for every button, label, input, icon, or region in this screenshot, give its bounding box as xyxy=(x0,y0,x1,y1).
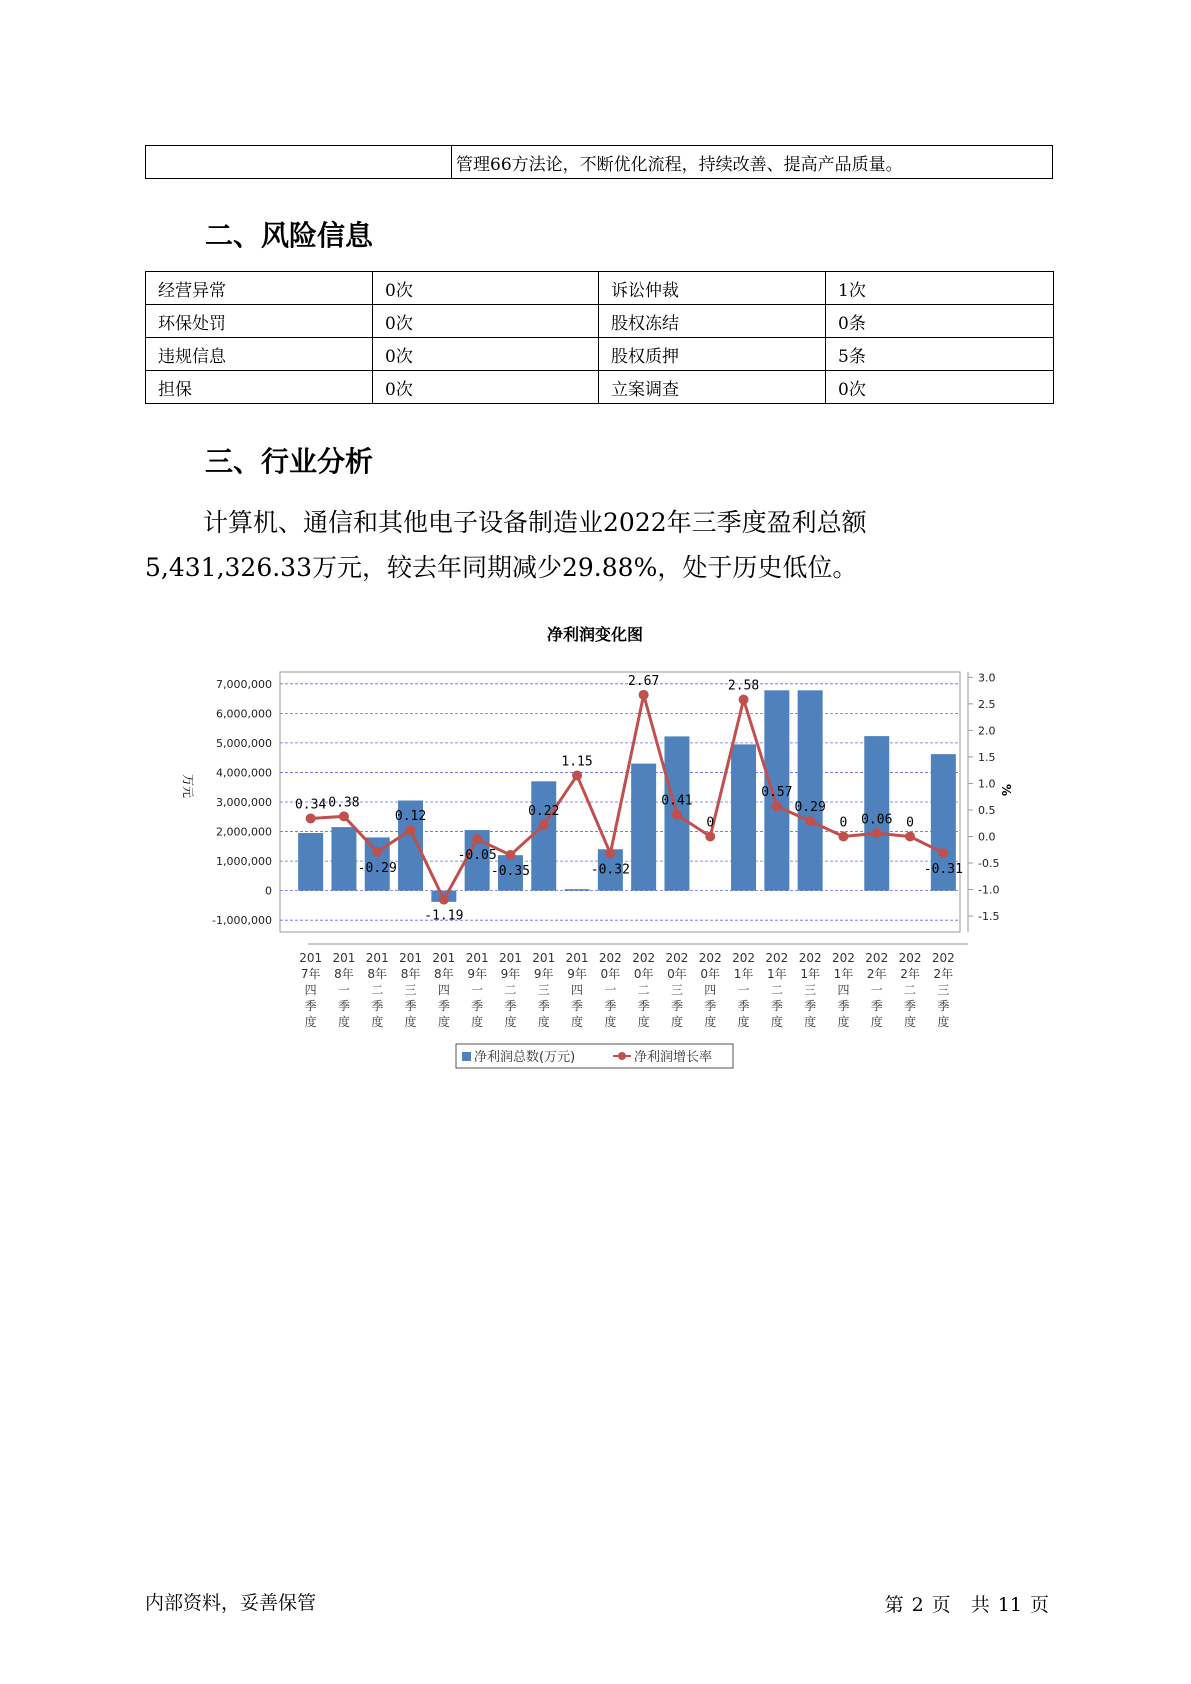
x-tick-label: 度 xyxy=(537,1015,550,1029)
x-tick-label: 季 xyxy=(537,999,550,1013)
y-tick-label-right: 0.0 xyxy=(978,830,996,844)
growth-rate-point xyxy=(406,825,416,835)
growth-rate-point xyxy=(705,831,715,841)
x-tick-label: 季 xyxy=(404,999,417,1013)
chart-title: 净利润变化图 xyxy=(546,625,644,644)
x-tick-label: 201 xyxy=(399,951,423,965)
growth-rate-point xyxy=(539,820,549,830)
x-tick-label: 度 xyxy=(637,1015,650,1029)
x-tick-label: 季 xyxy=(804,999,817,1013)
data-label: 0 xyxy=(706,815,715,831)
x-tick-label: 季 xyxy=(437,999,450,1013)
data-label: -0.32 xyxy=(590,862,630,878)
table-row xyxy=(146,371,1054,404)
x-tick-label: 度 xyxy=(304,1015,317,1029)
x-tick-label: 7年 xyxy=(300,967,321,981)
x-tick-label: 季 xyxy=(704,999,717,1013)
x-tick-label: 1年 xyxy=(833,967,854,981)
x-tick-label: 度 xyxy=(670,1015,683,1029)
x-tick-label: 2年 xyxy=(900,967,920,981)
data-label: 0.38 xyxy=(328,795,360,811)
data-label: 0.12 xyxy=(394,809,427,825)
legend-line-marker xyxy=(618,1052,626,1060)
risk-label: 股权质押 xyxy=(599,338,826,371)
table-row xyxy=(146,338,1054,371)
x-tick-label: 201 xyxy=(532,951,556,965)
growth-rate-point xyxy=(472,834,482,844)
x-tick-label: 8年 xyxy=(367,967,388,981)
x-tick-label: 四 xyxy=(304,983,317,997)
x-tick-label: 三 xyxy=(404,983,417,997)
data-label: 0.57 xyxy=(761,785,793,801)
data-label: 0.34 xyxy=(294,797,327,813)
x-tick-label: 0年 xyxy=(667,967,687,981)
page-number: 2 xyxy=(911,1594,924,1616)
risk-value: 0次 xyxy=(373,338,599,371)
x-tick-label: 季 xyxy=(837,999,850,1013)
x-tick-label: 202 xyxy=(598,951,622,965)
risk-value: 0条 xyxy=(826,305,1054,338)
data-label: 0.29 xyxy=(794,800,826,816)
x-tick-label: 二 xyxy=(637,983,650,997)
risk-section-title: 二、风险信息 xyxy=(205,219,374,252)
y-axis-title-left: 万元 xyxy=(181,773,195,799)
x-tick-label: 季 xyxy=(604,999,617,1013)
growth-rate-point xyxy=(639,690,649,700)
bar xyxy=(798,690,823,890)
x-tick-label: 二 xyxy=(904,983,917,997)
bar xyxy=(298,833,323,891)
growth-rate-point xyxy=(772,801,782,811)
growth-rate-point xyxy=(372,847,382,857)
x-tick-label: 201 xyxy=(565,951,589,965)
data-label: -0.05 xyxy=(457,848,497,864)
y-tick-label-left: -1,000,000 xyxy=(212,914,272,928)
x-tick-label: 201 xyxy=(365,951,389,965)
x-tick-label: 季 xyxy=(770,999,783,1013)
x-tick-label: 202 xyxy=(665,951,689,965)
x-tick-label: 三 xyxy=(537,983,550,997)
risk-label: 经营异常 xyxy=(146,272,373,305)
x-tick-label: 季 xyxy=(870,999,883,1013)
risk-value: 1次 xyxy=(826,272,1054,305)
x-tick-label: 季 xyxy=(670,999,683,1013)
x-tick-label: 度 xyxy=(471,1015,484,1029)
data-label: 0 xyxy=(906,815,914,831)
y-tick-label-right: 2.5 xyxy=(978,697,996,711)
risk-value: 0次 xyxy=(373,305,599,338)
x-tick-label: 9年 xyxy=(567,967,587,981)
total-prefix: 共 xyxy=(970,1594,990,1616)
x-tick-label: 度 xyxy=(837,1015,850,1029)
y-tick-label-left: 1,000,000 xyxy=(216,855,272,869)
paragraph-line-1: 计算机、通信和其他电子设备制造业2022年三季度盈利总额 xyxy=(203,508,867,537)
data-label: 2.67 xyxy=(627,673,660,689)
x-tick-label: 一 xyxy=(471,983,484,997)
x-tick-label: 1年 xyxy=(767,967,787,981)
x-tick-label: 度 xyxy=(371,1015,384,1029)
data-label: 1.15 xyxy=(561,754,593,770)
x-tick-label: 度 xyxy=(504,1015,517,1029)
x-tick-label: 202 xyxy=(732,951,756,965)
page-prefix: 第 xyxy=(884,1594,904,1616)
x-tick-label: 季 xyxy=(371,999,384,1013)
x-tick-label: 度 xyxy=(337,1015,350,1029)
risk-label: 违规信息 xyxy=(146,338,373,371)
footer-note: 内部资料，妥善保管 xyxy=(145,1592,317,1614)
x-tick-label: 季 xyxy=(304,999,317,1013)
y-axis-title-right: % xyxy=(999,783,1013,797)
x-tick-label: 202 xyxy=(831,951,855,965)
y-tick-label-left: 7,000,000 xyxy=(216,677,272,691)
data-label: -0.35 xyxy=(490,864,531,880)
y-tick-label-right: -1.5 xyxy=(978,910,1000,924)
growth-rate-point xyxy=(905,831,915,841)
table-row xyxy=(146,305,1054,338)
y-tick-label-left: 0 xyxy=(265,884,272,898)
x-tick-label: 四 xyxy=(704,983,717,997)
x-tick-label: 1年 xyxy=(733,967,754,981)
x-tick-label: 201 xyxy=(465,951,489,965)
top-table-right-cell: 管理66方法论，不断优化流程，持续改善、提高产品质量。 xyxy=(452,146,1053,179)
y-tick-label-right: -0.5 xyxy=(978,857,1000,871)
x-tick-label: 季 xyxy=(737,999,750,1013)
growth-rate-point xyxy=(938,848,948,858)
bar xyxy=(565,889,590,890)
industry-section-title: 三、行业分析 xyxy=(205,445,374,478)
x-tick-label: 度 xyxy=(704,1015,717,1029)
x-tick-label: 度 xyxy=(804,1015,817,1029)
x-tick-label: 202 xyxy=(765,951,789,965)
data-label: -0.29 xyxy=(357,860,397,876)
bar xyxy=(331,827,356,891)
x-tick-label: 度 xyxy=(437,1015,450,1029)
y-tick-label-left: 5,000,000 xyxy=(216,736,272,750)
x-tick-label: 二 xyxy=(770,983,783,997)
bar xyxy=(731,744,756,890)
growth-rate-point xyxy=(505,850,515,860)
x-tick-label: 度 xyxy=(737,1015,750,1029)
data-label: 0.22 xyxy=(528,803,560,819)
y-tick-label-left: 3,000,000 xyxy=(216,796,272,809)
industry-paragraph xyxy=(145,500,1065,590)
x-tick-label: 2年 xyxy=(933,967,954,981)
y-tick-label-left: 2,000,000 xyxy=(216,825,272,839)
risk-value: 0次 xyxy=(373,272,599,305)
x-tick-label: 度 xyxy=(770,1015,783,1029)
x-tick-label: 201 xyxy=(299,951,323,965)
paragraph-line-2: 5,431,326.33万元，较去年同期减少29.88%，处于历史低位。 xyxy=(145,553,858,582)
growth-rate-point xyxy=(605,848,615,858)
growth-rate-point xyxy=(339,811,349,821)
x-tick-label: 202 xyxy=(898,951,922,965)
x-tick-label: 0年 xyxy=(633,967,654,981)
x-tick-label: 202 xyxy=(698,951,722,965)
x-tick-label: 三 xyxy=(804,983,817,997)
x-tick-label: 一 xyxy=(604,983,617,997)
x-tick-label: 201 xyxy=(432,951,456,965)
data-label: -1.19 xyxy=(424,908,464,924)
y-tick-label-right: 1.0 xyxy=(978,777,996,791)
growth-rate-point xyxy=(306,813,316,823)
x-tick-label: 1年 xyxy=(800,967,820,981)
risk-label: 股权冻结 xyxy=(599,305,826,338)
risk-label: 担保 xyxy=(146,371,373,404)
risk-label: 立案调查 xyxy=(599,371,826,404)
x-tick-label: 四 xyxy=(571,983,584,997)
x-tick-label: 9年 xyxy=(500,967,521,981)
bar xyxy=(531,781,556,890)
total-unit: 页 xyxy=(1029,1594,1049,1616)
x-tick-label: 度 xyxy=(870,1015,883,1029)
bar xyxy=(631,764,656,891)
top-table-left-cell xyxy=(146,146,452,179)
risk-value: 0次 xyxy=(373,371,599,404)
growth-rate-point xyxy=(572,770,582,780)
x-tick-label: 8年 xyxy=(434,967,454,981)
x-tick-label: 季 xyxy=(471,999,484,1013)
risk-table xyxy=(145,271,1054,404)
x-tick-label: 9年 xyxy=(467,967,487,981)
top-table xyxy=(145,145,1053,179)
x-tick-label: 202 xyxy=(865,951,889,965)
x-tick-label: 9年 xyxy=(533,967,554,981)
x-tick-label: 8年 xyxy=(400,967,421,981)
x-tick-label: 201 xyxy=(332,951,356,965)
x-tick-label: 一 xyxy=(337,983,350,997)
growth-rate-point xyxy=(838,831,848,841)
x-tick-label: 0年 xyxy=(600,967,621,981)
x-tick-label: 202 xyxy=(632,951,656,965)
x-tick-label: 8年 xyxy=(334,967,354,981)
x-tick-label: 度 xyxy=(604,1015,617,1029)
risk-value: 0次 xyxy=(826,371,1054,404)
data-label: 2.58 xyxy=(727,678,760,694)
x-tick-label: 二 xyxy=(371,983,384,997)
x-tick-label: 四 xyxy=(837,983,850,997)
growth-rate-point xyxy=(739,695,749,705)
growth-rate-point xyxy=(672,810,682,820)
x-tick-label: 度 xyxy=(904,1015,917,1029)
x-tick-label: 季 xyxy=(571,999,584,1013)
x-tick-label: 三 xyxy=(937,983,950,997)
x-tick-label: 季 xyxy=(337,999,350,1013)
x-tick-label: 二 xyxy=(504,983,517,997)
data-label: 0.06 xyxy=(861,812,893,828)
x-tick-label: 2年 xyxy=(866,967,887,981)
data-label: -0.31 xyxy=(923,861,963,877)
x-tick-label: 202 xyxy=(931,951,955,965)
x-tick-label: 度 xyxy=(937,1015,950,1029)
data-label: 0 xyxy=(839,815,848,831)
x-tick-label: 202 xyxy=(798,951,822,965)
legend-bar-label: 净利润总数(万元) xyxy=(474,1050,576,1065)
y-tick-label-right: 0.5 xyxy=(978,803,996,817)
x-tick-label: 度 xyxy=(404,1015,417,1029)
y-tick-label-right: -1.0 xyxy=(978,883,1000,897)
growth-rate-point xyxy=(439,895,449,905)
growth-rate-point xyxy=(872,828,882,838)
y-tick-label-right: 2.0 xyxy=(978,724,996,738)
total-pages: 11 xyxy=(997,1594,1022,1616)
x-tick-label: 一 xyxy=(870,983,883,997)
page-indicator xyxy=(881,1590,1053,1617)
x-tick-label: 季 xyxy=(937,999,950,1013)
table-row xyxy=(146,272,1054,305)
page-unit: 页 xyxy=(931,1594,951,1616)
x-tick-label: 201 xyxy=(498,951,522,965)
legend-bar-swatch xyxy=(462,1052,471,1061)
y-tick-label-right: 3.0 xyxy=(978,671,996,685)
risk-value: 5条 xyxy=(826,338,1054,371)
y-tick-label-right: 1.5 xyxy=(978,750,996,764)
x-tick-label: 季 xyxy=(504,999,517,1013)
x-tick-label: 四 xyxy=(437,983,450,997)
y-tick-label-left: 4,000,000 xyxy=(216,766,272,780)
x-tick-label: 季 xyxy=(904,999,917,1013)
data-label: 0.41 xyxy=(661,793,693,809)
legend-line-label: 净利润增长率 xyxy=(634,1050,713,1065)
x-tick-label: 度 xyxy=(571,1015,584,1029)
x-tick-label: 0年 xyxy=(700,967,721,981)
x-tick-label: 一 xyxy=(737,983,750,997)
net-profit-chart xyxy=(170,620,1013,1080)
growth-rate-point xyxy=(805,816,815,826)
x-tick-label: 三 xyxy=(670,983,683,997)
x-tick-label: 季 xyxy=(637,999,650,1013)
risk-label: 诉讼仲裁 xyxy=(599,272,826,305)
y-tick-label-left: 6,000,000 xyxy=(216,707,272,721)
risk-label: 环保处罚 xyxy=(146,305,373,338)
